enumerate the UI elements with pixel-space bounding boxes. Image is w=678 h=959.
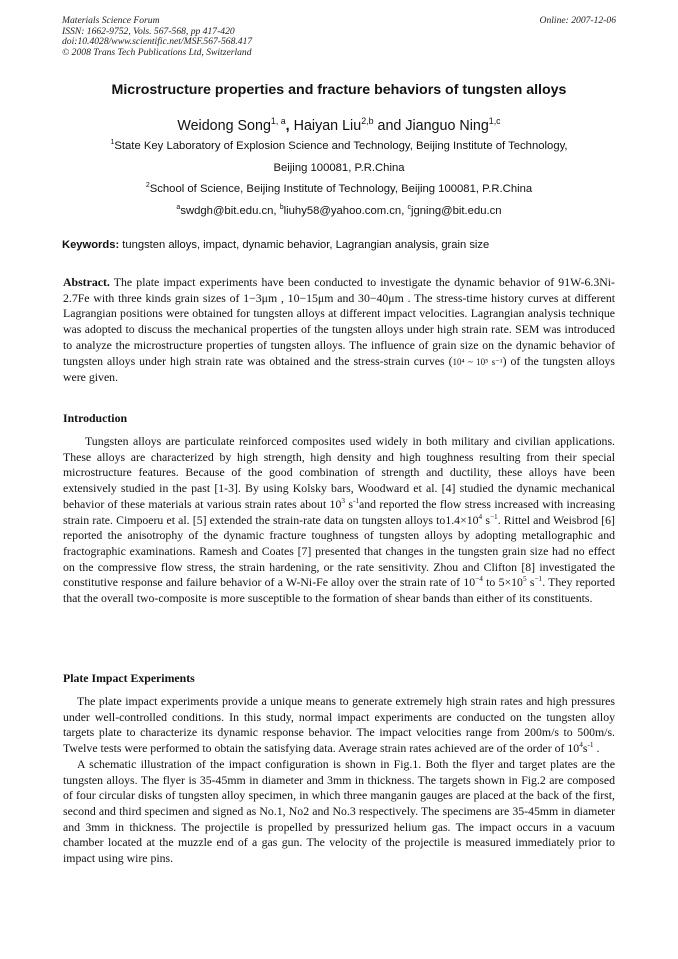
abstract-text: ) of the tungsten alloys were given. <box>63 353 615 385</box>
journal-header <box>62 16 252 58</box>
section-heading-introduction: Introduction <box>63 411 128 425</box>
email-line <box>40 205 638 217</box>
intro-text: . Rittel and Weisbrod [6] reported the anisotrophy of the dynamic fracture toughness of tungsten alloys by adopting metallographic and fractographic examinations. Ramesh and Coates [7] presented that changes in the tungsten grain size had no effect on the compressive flow stress, the strain hardening, or the rate sensitivity. Zhou and Clifton [8] investigated the constitutive response and failure behavior of a W-Ni-Fe alloy over the strain rate of 10 <box>63 512 615 590</box>
plate-sup: 4 <box>579 740 583 750</box>
keywords-text: tungsten alloys, impact, dynamic behavior, Lagrangian analysis, grain size <box>119 239 490 251</box>
intro-text: and reported the flow stress increased with increasing strain rate. Cimpoeru et al. [5] extended the strain-rate data on tungsten alloys to1.4×10 <box>63 496 615 527</box>
intro-text: s <box>526 575 535 590</box>
affiliation-text: School of Science, Beijing Institute of Technology, Beijing 100081, P.R.China <box>149 183 533 195</box>
author-line <box>40 118 638 134</box>
email: swdgh@bit.edu.cn, <box>180 205 280 217</box>
intro-sup: −4 <box>475 574 483 584</box>
intro-sup: −1 <box>534 574 543 584</box>
strain-rate-range: 10⁴ ~ 10⁵ s⁻¹ <box>452 356 503 367</box>
intro-sup: 5 <box>522 574 527 584</box>
author-separator: , <box>285 118 294 134</box>
email-sup: b <box>279 204 284 212</box>
plate-text: s <box>582 741 588 756</box>
intro-text: . They reported that the overall two-composite is more susceptible to the formation of shear bands than either of its constituents. <box>63 575 615 606</box>
intro-sup: 4 <box>478 511 483 521</box>
abstract-label: Abstract. <box>63 275 110 289</box>
abstract-text: The plate impact experiments have been conducted to investigate the dynamic behavior of 91W-6.3Ni-2.7Fe with three kinds grain sizes of 1−3μm , 10−15μm and 30−40μm . The stress-time history curves at different Lagrangian positions were obtained for tungsten alloys at different impact velocities. Lagrangian analysis technique was adopted to discuss the mechanical properties of the tungsten alloys under high strain rate. SEM was introduced to analyze the microstructure properties of tungsten alloys. The influence of grain size on the dynamic behavior of tungsten alloys under high strain rate was obtained and the stress-strain curves ( <box>63 275 615 368</box>
plate-sup: -1 <box>587 740 594 750</box>
affiliation-1-line2: Beijing 100081, P.R.China <box>273 162 405 174</box>
paper-title: Microstructure properties and fracture behaviors of tungsten alloys <box>111 82 567 98</box>
email-sup: a <box>176 204 181 212</box>
email-sup: c <box>407 204 411 212</box>
online-date: Online: 2007-12-06 <box>539 15 616 26</box>
email: jgning@bit.edu.cn <box>410 205 502 217</box>
affiliation-1 <box>40 140 638 152</box>
keywords <box>62 239 622 251</box>
issn-line: ISSN: 1662-9752, Vols. 567-568, pp 417-420 <box>62 25 235 37</box>
introduction-body <box>63 434 615 607</box>
intro-text: to 5×10 <box>482 575 523 590</box>
journal-name: Materials Science Forum <box>62 15 160 26</box>
intro-text: s <box>482 512 490 527</box>
intro-sup: 3 <box>341 495 346 505</box>
affiliation-text: State Key Laboratory of Explosion Science and Technology, Beijing Institute of Technology, <box>114 140 568 152</box>
intro-sup: -1 <box>352 495 360 505</box>
author-and: and <box>373 118 406 134</box>
plate-text: The plate impact experiments provide a unique means to generate extremely high strain rates and high pressures under well-controlled conditions. In this study, normal impact experiments are conducted on the tungsten alloy targets plate to characterize its dynamic response behavior. The impact velocities range from 200m/s to 500m/s. Twelve tests were performed to obtain the satisfying data. Average strain rates achieved are of the order of 10 <box>63 694 615 756</box>
intro-text: s <box>345 496 353 511</box>
plate-impact-body <box>63 694 615 867</box>
author-sup: 2,b <box>361 116 374 127</box>
author-name: Haiyan Liu <box>293 118 362 134</box>
author-name: Weidong Song <box>177 118 271 134</box>
intro-sup: −1 <box>489 511 498 521</box>
plate-paragraph-2: A schematic illustration of the impact configuration is shown in Fig.1. Both the flyer and target plates are the tungsten alloys. The flyer is 35-45mm in diameter and 3mm in thickness. The targets shown in Fig.2 are composed of four circular disks of tungsten alloy specimen, in which three manganin gauges are placed at the back of the first, second and third specimen and signed as No.1, No2 and No.3 respectively. The specimens are 35-45mm in diameter and 3mm in thickness. The projectile is propelled by pressurized helium gas. The impact occurs in a vacuum chamber located at the muzzle end of a gas gun. The velocity of the projectile is measured immediately prior to impact using wire pins. <box>63 756 615 866</box>
intro-text: Tungsten alloys are particulate reinforced composites used widely in both military and civilian applications. These alloys are characterized by high strength, high density and high toughness resulting from their special microstructure features. Because of the good combination of strength and ductility, these alloys have been extensively studied in the past [1-3]. By using Kolsky bars, Woodward et al. [4] studied the dynamic mechanical behavior of these materials at various strain rates about 10 <box>63 434 615 511</box>
author-sup: 1, a <box>270 116 286 127</box>
doi-line: doi:10.4028/www.scientific.net/MSF.567-568.417 <box>62 36 253 48</box>
email: liuhy58@yahoo.com.cn, <box>283 205 408 217</box>
abstract <box>63 275 615 386</box>
keywords-label: Keywords: <box>62 239 120 251</box>
plate-text: . <box>593 741 600 756</box>
author-name: Jianguo Ning <box>405 118 489 134</box>
affiliation-sup: 1 <box>110 139 115 147</box>
author-sup: 1,c <box>488 116 501 127</box>
affiliation-sup: 2 <box>145 182 150 190</box>
section-heading-plate-impact: Plate Impact Experiments <box>63 671 195 685</box>
affiliation-2 <box>40 183 638 195</box>
copyright-line: © 2008 Trans Tech Publications Ltd, Switzerland <box>62 46 252 58</box>
